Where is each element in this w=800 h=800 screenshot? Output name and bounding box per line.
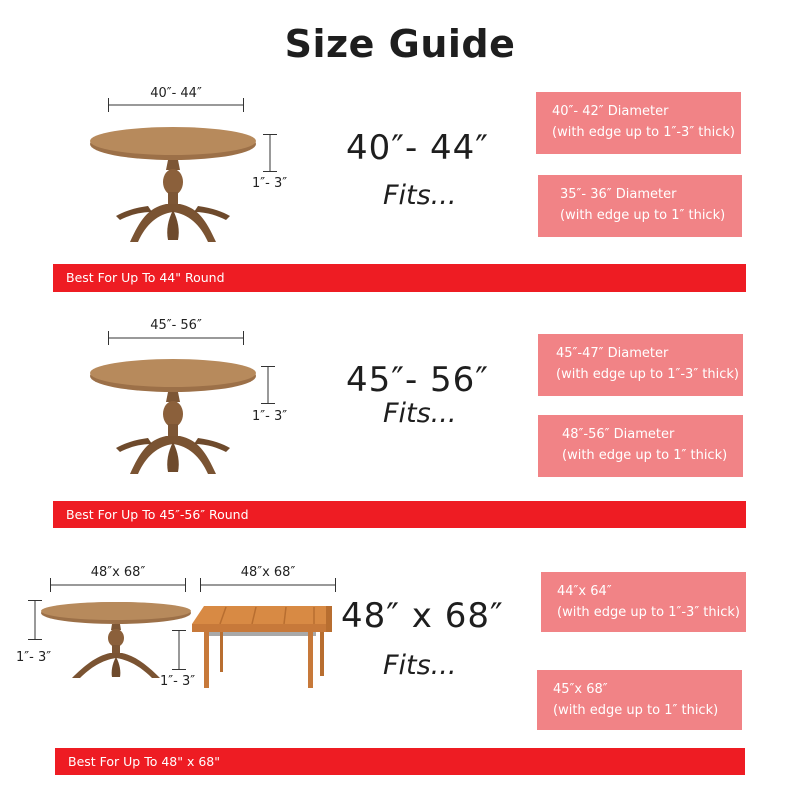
side-dimension-line: [263, 134, 277, 172]
round-table-illustration: [88, 356, 258, 480]
side-dimension-label: 1″- 3″: [252, 409, 288, 424]
size-option-box: [538, 415, 743, 477]
size-heading: 48″ x 68″: [341, 596, 504, 636]
side-dimension-label: 1″- 3″: [16, 650, 52, 665]
top-dimension-line: [108, 331, 244, 345]
size-option-diameter: 45″x 68″: [553, 682, 608, 697]
fits-label: Fits...: [383, 650, 457, 681]
side-dimension-label-rect: 1″- 3″: [160, 674, 196, 689]
fits-label: Fits...: [383, 180, 457, 211]
best-for-banner: Best For Up To 44" Round: [53, 264, 746, 292]
top-dimension-line-rect: [200, 578, 336, 592]
top-dimension-label-rect: 48″x 68″: [240, 565, 296, 580]
size-option-edge: (with edge up to 1″-3″ thick): [556, 367, 739, 382]
top-dimension-label: 48″x 68″: [90, 565, 146, 580]
size-option-edge: (with edge up to 1″ thick): [560, 208, 726, 223]
size-option-edge: (with edge up to 1″ thick): [562, 448, 728, 463]
size-heading: 40″- 44″: [346, 128, 490, 168]
top-dimension-label: 40″- 44″: [150, 86, 202, 101]
page-title: Size Guide: [284, 22, 516, 66]
size-option-box: [538, 334, 743, 396]
best-for-banner: Best For Up To 45″-56″ Round: [53, 501, 746, 528]
size-option-box: [537, 670, 742, 730]
top-dimension-label: 45″- 56″: [150, 318, 202, 333]
size-option-box: [541, 572, 746, 632]
top-dimension-line: [50, 578, 186, 592]
top-dimension-line: [108, 98, 244, 112]
size-option-diameter: 45″-47″ Diameter: [556, 346, 669, 361]
size-heading: 45″- 56″: [346, 360, 490, 400]
size-option-edge: (with edge up to 1″-3″ thick): [557, 605, 740, 620]
size-option-diameter: 35″- 36″ Diameter: [560, 187, 677, 202]
oval-table-illustration: [40, 600, 192, 684]
size-option-diameter: 44″x 64″: [557, 584, 612, 599]
fits-label: Fits...: [383, 398, 457, 429]
size-option-diameter: 48″-56″ Diameter: [562, 427, 675, 442]
size-option-edge: (with edge up to 1″-3″ thick): [552, 125, 735, 140]
best-for-banner: Best For Up To 48" x 68": [55, 748, 745, 775]
size-option-box: [536, 92, 741, 154]
size-option-box: [538, 175, 742, 237]
size-option-edge: (with edge up to 1″ thick): [553, 703, 719, 718]
side-dimension-line: [261, 366, 275, 404]
round-table-illustration: [88, 124, 258, 248]
size-option-diameter: 40″- 42″ Diameter: [552, 104, 669, 119]
side-dimension-line-rect: [172, 630, 186, 670]
rectangle-table-illustration: [190, 604, 336, 690]
side-dimension-label: 1″- 3″: [252, 176, 288, 191]
